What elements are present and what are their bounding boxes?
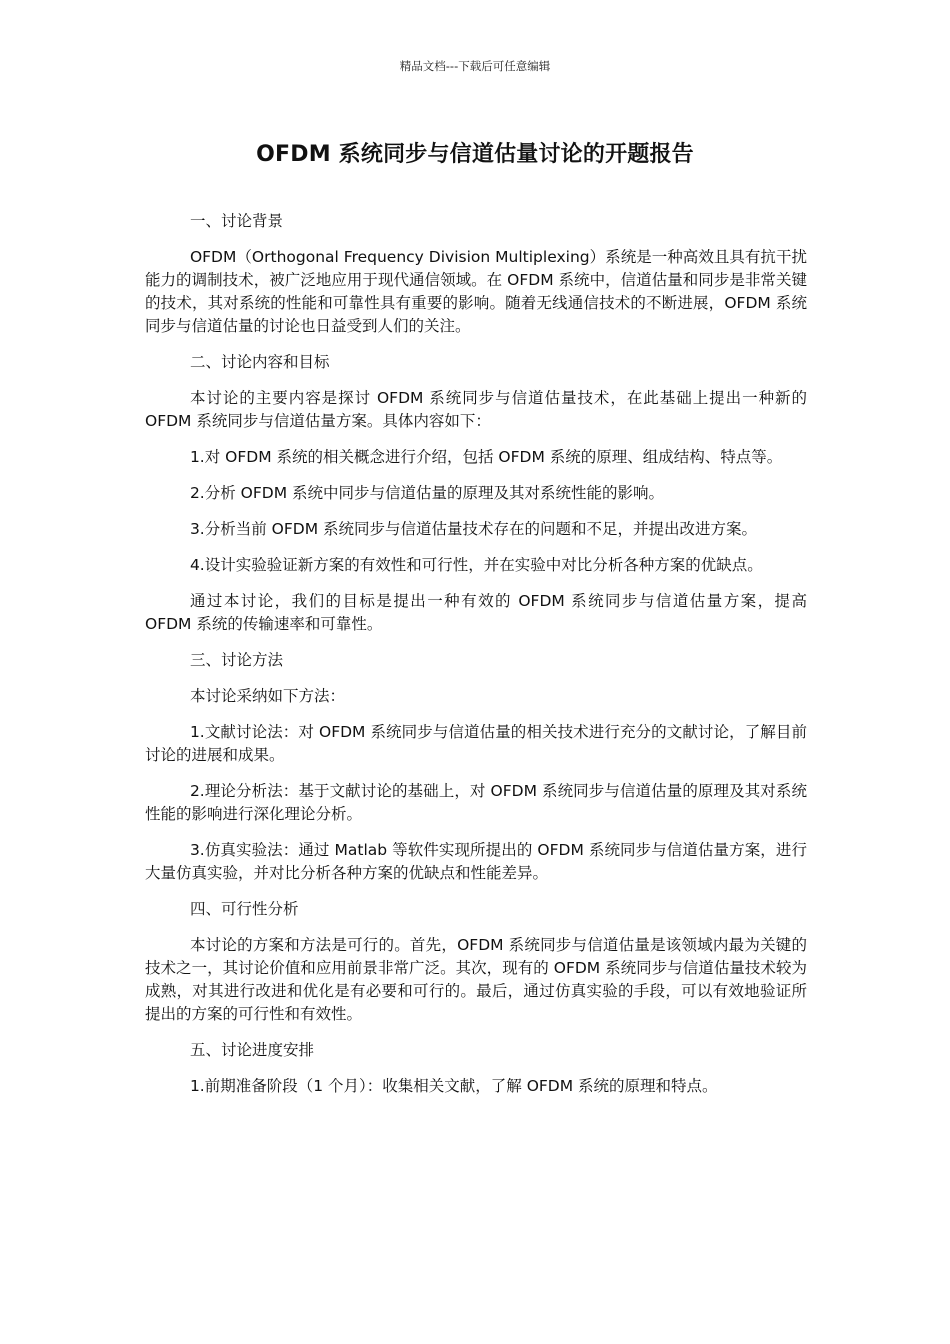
paragraph-goal: 通过本讨论，我们的目标是提出一种有效的 OFDM 系统同步与信道估量方案，提高 OFDM 系统的传输速率和可靠性。 bbox=[145, 592, 807, 633]
paragraph-feasibility: 本讨论的方案和方法是可行的。首先，OFDM 系统同步与信道估量是该领域内最为关键的技术之一，其讨论价值和应用前景非常广泛。其次，现有的 OFDM 系统同步与信道估量技术较为成熟，对其进行改进和优化是有必要和可行的。最后，通过仿真实验的手段，可以有效地验证所提出的方案的可行性和有效性。 bbox=[145, 936, 807, 1023]
section-heading-feasibility: 四、可行性分析 bbox=[189, 900, 299, 918]
list-item-method-1: 1.文献讨论法：对 OFDM 系统同步与信道估量的相关技术进行充分的文献讨论，了解目前讨论的进展和成果。 bbox=[145, 723, 807, 764]
section-heading-schedule: 五、讨论进度安排 bbox=[189, 1041, 314, 1059]
list-item-content-4: 4.设计实验验证新方案的有效性和可行性，并在实验中对比分析各种方案的优缺点。 bbox=[189, 556, 763, 574]
section-heading-content-goals: 二、讨论内容和目标 bbox=[189, 353, 330, 371]
list-item-schedule-1: 1.前期准备阶段（1 个月）：收集相关文献，了解 OFDM 系统的原理和特点。 bbox=[189, 1077, 718, 1095]
paragraph-background: OFDM（Orthogonal Frequency Division Multiplexing）系统是一种高效且具有抗干扰能力的调制技术，被广泛地应用于现代通信领域。在 OFDM 系统中，信道估量和同步是非常关键的技术，其对系统的性能和可靠性具有重要的影响。随着无线通信技术的不断进展，OFDM 系统同步与信道估量的讨论也日益受到人们的关注。 bbox=[145, 248, 807, 335]
list-item-method-3: 3.仿真实验法：通过 Matlab 等软件实现所提出的 OFDM 系统同步与信道估量方案，进行大量仿真实验，并对比分析各种方案的优缺点和性能差异。 bbox=[145, 841, 807, 882]
list-item-content-3: 3.分析当前 OFDM 系统同步与信道估量技术存在的问题和不足，并提出改进方案。 bbox=[189, 520, 758, 538]
list-item-method-2: 2.理论分析法：基于文献讨论的基础上，对 OFDM 系统同步与信道估量的原理及其对系统性能的影响进行深化理论分析。 bbox=[145, 782, 807, 823]
paragraph-content-intro: 本讨论的主要内容是探讨 OFDM 系统同步与信道估量技术，在此基础上提出一种新的 OFDM 系统同步与信道估量方案。具体内容如下： bbox=[145, 389, 807, 430]
document-title: OFDM 系统同步与信道估量讨论的开题报告 bbox=[256, 142, 694, 167]
section-heading-background: 一、讨论背景 bbox=[189, 212, 283, 230]
list-item-content-2: 2.分析 OFDM 系统中同步与信道估量的原理及其对系统性能的影响。 bbox=[189, 484, 665, 502]
list-item-content-1: 1.对 OFDM 系统的相关概念进行介绍，包括 OFDM 系统的原理、组成结构、特点等。 bbox=[189, 448, 783, 466]
section-heading-methods: 三、讨论方法 bbox=[189, 651, 283, 669]
document-body bbox=[145, 210, 807, 1111]
page-header: 精品文档---下载后可任意编辑 bbox=[399, 59, 551, 73]
paragraph-methods-intro: 本讨论采纳如下方法： bbox=[189, 687, 345, 705]
